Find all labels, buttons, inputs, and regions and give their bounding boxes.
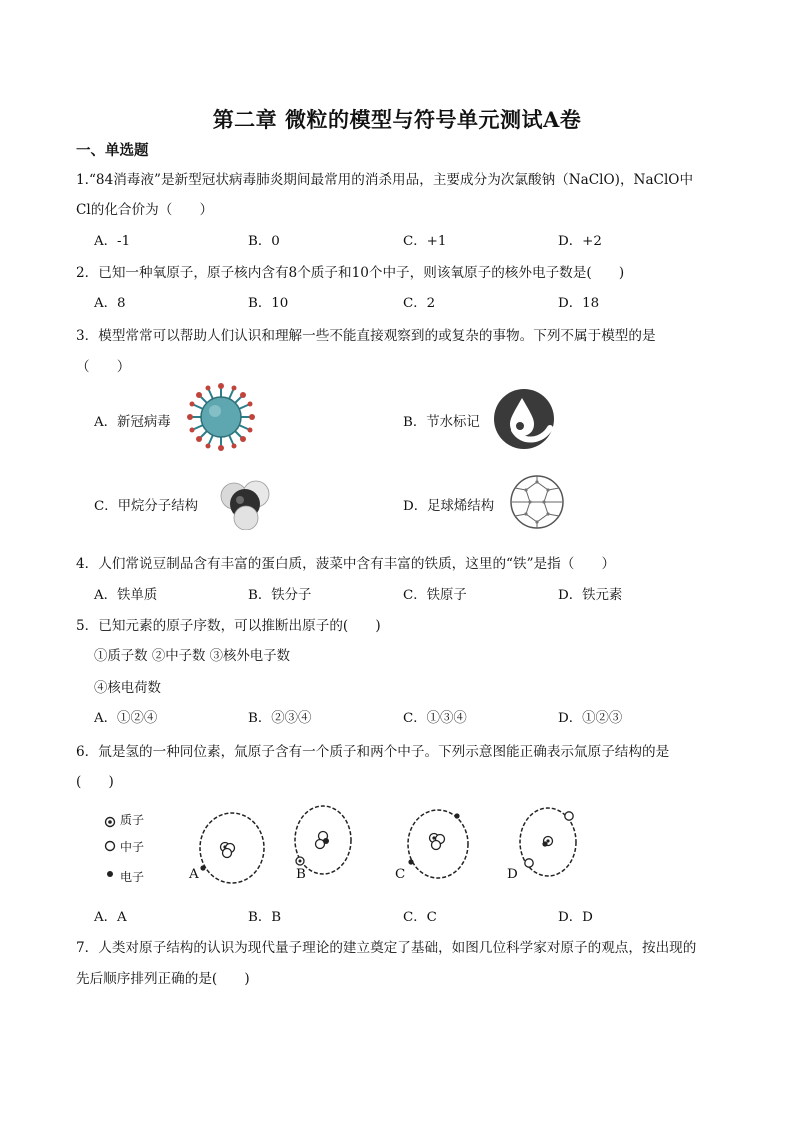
q4-option-a[interactable]: A．铁单质 (94, 588, 158, 603)
q3-stem-line1: 3．模型常常可以帮助人们认识和理解一些不能直接观察到的或复杂的事物。下列不属于模型的是 (76, 328, 656, 344)
q3-option-d[interactable]: D．足球烯结构 (403, 499, 495, 514)
q6-stem-line2: ( ) (76, 774, 114, 790)
q1-option-c[interactable]: C．+1 (403, 234, 447, 249)
atom-diagram-c (400, 802, 476, 886)
q5-stem-line1: 5．已知元素的原子序数，可以推断出原子的( ) (76, 618, 381, 634)
q2-option-b[interactable]: B．10 (248, 296, 289, 311)
q7-stem-line2: 先后顺序排列正确的是( ) (76, 971, 250, 987)
q2-stem-line1: 2．已知一种氧原子，原子核内含有8个质子和10个中子，则该氧原子的核外电子数是( ) (76, 265, 625, 281)
atom-label-d: D (507, 867, 518, 882)
q5-option-c[interactable]: C．①③④ (403, 711, 467, 726)
legend-electron-label: 电子 (120, 870, 145, 884)
neutron-legend-icon (104, 840, 116, 852)
q5-option-d[interactable]: D．①②③ (558, 711, 623, 726)
q6-option-a[interactable]: A．A (94, 910, 127, 925)
q2-option-c[interactable]: C．2 (403, 296, 436, 311)
q4-option-c[interactable]: C．铁原子 (403, 588, 467, 603)
q4-option-d[interactable]: D．铁元素 (558, 588, 623, 603)
q5-choices-line2: ④核电荷数 (94, 681, 161, 696)
q7-stem-line1: 7．人类对原子结构的认识为现代量子理论的建立奠定了基础，如图几位科学家对原子的观点，按出现的 (76, 940, 697, 956)
methane-model-image (216, 474, 274, 530)
atom-label-c: C (395, 867, 406, 882)
q6-option-c[interactable]: C．C (403, 910, 437, 925)
q4-stem-line1: 4．人们常说豆制品含有丰富的蛋白质，菠菜中含有丰富的铁质，这里的“铁”是指（ ） (76, 556, 616, 572)
q6-option-b[interactable]: B．B (248, 910, 282, 925)
q4-option-b[interactable]: B．铁分子 (248, 588, 312, 603)
atom-label-b: B (296, 867, 306, 882)
q1-stem-line2: Cl的化合价为（ ） (76, 202, 214, 218)
q3-stem-line2: （ ） (76, 359, 131, 375)
q1-option-b[interactable]: B．0 (248, 234, 280, 249)
section-heading: 一、单选题 (76, 142, 149, 159)
q1-option-a[interactable]: A．-1 (94, 234, 131, 249)
atom-label-a: A (189, 867, 199, 882)
water-saving-logo (492, 386, 556, 452)
legend-neutron-label: 中子 (120, 840, 145, 854)
q3-option-a[interactable]: A．新冠病毒 (94, 415, 171, 430)
q3-option-c[interactable]: C．甲烷分子结构 (94, 499, 198, 514)
atom-diagram-d (510, 800, 582, 884)
q6-stem-line1: 6．氚是氢的一种同位素，氚原子含有一个质子和两个中子。下列示意图能正确表示氚原子结构的是 (76, 744, 670, 760)
electron-legend-icon (104, 868, 116, 880)
virus-image (184, 382, 258, 452)
q2-option-d[interactable]: D．18 (558, 296, 600, 311)
q5-option-b[interactable]: B．②③④ (248, 711, 312, 726)
q1-option-d[interactable]: D．+2 (558, 234, 602, 249)
q5-choices-line1: ①质子数 ②中子数 ③核外电子数 (94, 649, 290, 664)
q6-option-d[interactable]: D．D (558, 910, 593, 925)
q3-option-b[interactable]: B．节水标记 (403, 415, 480, 430)
q1-stem-line1: 1.“84消毒液”是新型冠状病毒肺炎期间最常用的消杀用品，主要成分为次氯酸钠（NaClO)，NaClO中 (76, 172, 694, 188)
q2-option-a[interactable]: A．8 (94, 296, 126, 311)
fullerene-image (507, 472, 567, 532)
proton-legend-icon (104, 816, 116, 828)
q5-option-a[interactable]: A．①②④ (94, 711, 158, 726)
legend-proton-label: 质子 (120, 813, 145, 827)
atom-diagram-a (188, 808, 270, 890)
page-title: 第二章 微粒的模型与符号单元测试A卷 (212, 107, 582, 132)
